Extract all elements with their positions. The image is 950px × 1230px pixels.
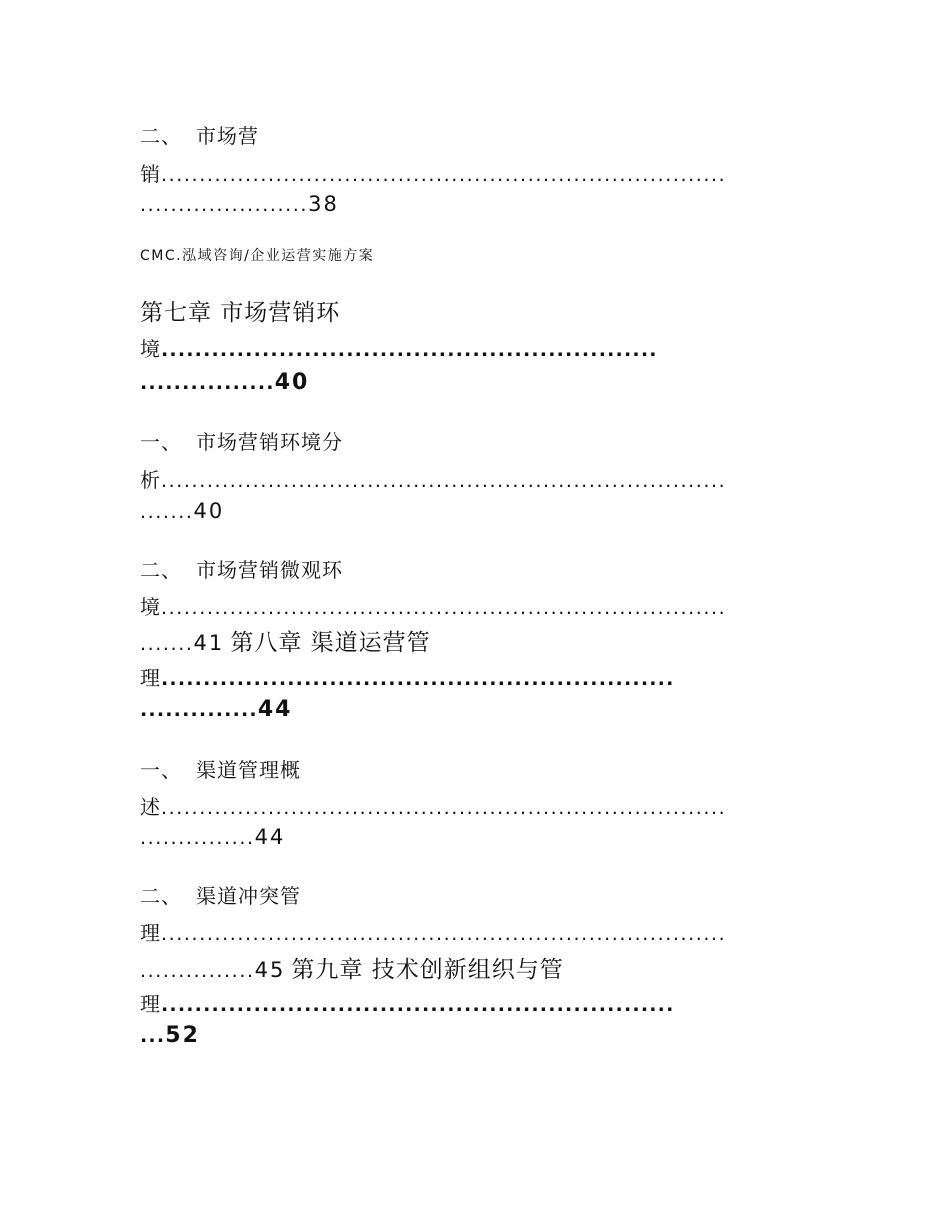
dot-leader: .......................................................................... xyxy=(161,597,727,619)
chapter-title: 第九章 技术创新组织与管 xyxy=(291,957,564,983)
dot-leader: .......................................................................... xyxy=(161,923,727,945)
dot-leader: ............... xyxy=(140,827,255,849)
page-number: 41 xyxy=(193,631,225,655)
toc-entry-number: 二、 xyxy=(140,558,182,582)
toc-entry-lead: 理 xyxy=(140,921,161,945)
page-number: 40 xyxy=(193,499,225,523)
toc-entry-title xyxy=(140,880,301,909)
toc-entry-tail xyxy=(140,370,309,395)
toc-entry-leader xyxy=(140,464,726,493)
toc-entry-number: 二、 xyxy=(140,124,182,148)
toc-entry-tail xyxy=(140,192,339,216)
toc-entry-leader xyxy=(140,791,726,820)
toc-entry-text: 渠道冲突管 xyxy=(196,884,301,908)
page-number: 44 xyxy=(257,697,293,722)
toc-entry-tail xyxy=(140,951,564,984)
dot-leader: ................ xyxy=(140,372,275,394)
toc-entry-text: 市场营销微观环 xyxy=(196,558,343,582)
dot-leader: ............................................................. xyxy=(161,994,675,1016)
toc-entry-tail xyxy=(140,825,285,849)
toc-entry-number: 一、 xyxy=(140,758,182,782)
page-number: 52 xyxy=(165,1023,200,1048)
dot-leader: ............... xyxy=(140,960,255,982)
chapter-title: 第八章 渠道运营管 xyxy=(230,630,431,656)
toc-entry-tail xyxy=(140,624,431,657)
page-number: 45 xyxy=(254,958,286,982)
dot-leader: .......................................................................... xyxy=(161,164,727,186)
toc-entry-leader xyxy=(140,591,726,620)
toc-entry-leader xyxy=(140,333,658,362)
dot-leader: .......................................................................... xyxy=(161,470,727,492)
dot-leader: .............. xyxy=(140,699,258,721)
chapter-title: 第七章 市场营销环 xyxy=(140,300,341,326)
toc-entry-title xyxy=(140,754,301,783)
toc-entry-title xyxy=(140,426,343,455)
dot-leader: ....... xyxy=(140,633,194,655)
toc-entry-text: 渠道管理概 xyxy=(196,758,301,782)
dot-leader: ........................................................... xyxy=(161,339,658,361)
toc-entry-leader xyxy=(140,662,674,691)
toc-entry-number: 一、 xyxy=(140,430,182,454)
toc-entry-lead: 销 xyxy=(140,162,161,186)
dot-leader: ...................... xyxy=(140,194,309,216)
toc-entry-title xyxy=(140,554,343,583)
toc-entry-lead: 析 xyxy=(140,468,161,492)
page-number: 44 xyxy=(254,825,286,849)
toc-entry-lead: 境 xyxy=(140,337,161,361)
toc-entry-tail xyxy=(140,1023,200,1048)
dot-leader: .......................................................................... xyxy=(161,797,727,819)
toc-entry-lead: 境 xyxy=(140,595,161,619)
toc-entry-tail xyxy=(140,499,224,523)
toc-entry-lead: 理 xyxy=(140,992,161,1016)
toc-entry-leader xyxy=(140,988,674,1017)
toc-entry-text: 市场营 xyxy=(196,124,259,148)
toc-entry-lead: 述 xyxy=(140,795,161,819)
toc-entry-number: 二、 xyxy=(140,884,182,908)
page-number: 38 xyxy=(308,192,339,216)
toc-entry-text: 市场营销环境分 xyxy=(196,430,343,454)
page-number: 40 xyxy=(274,370,310,395)
toc-entry-title xyxy=(140,120,259,149)
toc-entry-leader xyxy=(140,158,726,187)
dot-leader: ............................................................. xyxy=(161,668,675,690)
toc-entry-leader xyxy=(140,917,726,946)
header-note: CMC.泓域咨询/企业运营实施方案 xyxy=(140,248,375,264)
dot-leader: ....... xyxy=(140,501,194,523)
toc-entry-tail xyxy=(140,697,292,722)
toc-entry-lead: 理 xyxy=(140,666,161,690)
dot-leader: ... xyxy=(140,1025,166,1047)
